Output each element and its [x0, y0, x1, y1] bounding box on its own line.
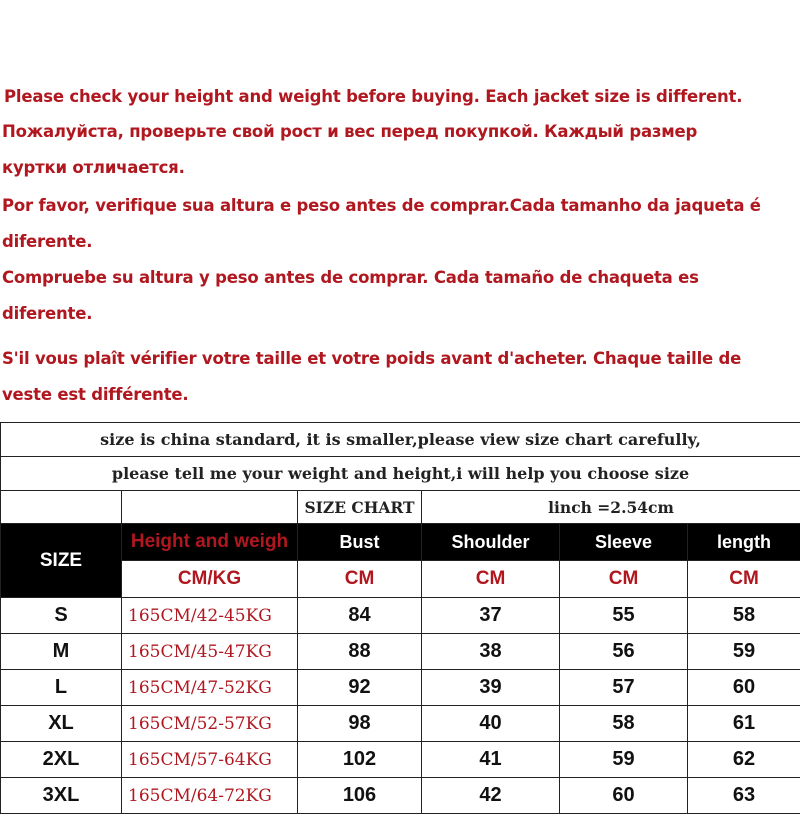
shoulder-unit: CM: [422, 561, 560, 598]
shoulder-value: 42: [422, 778, 560, 814]
sleeve-value: 56: [560, 634, 688, 670]
header-row: [1, 524, 800, 561]
table-row: [1, 706, 800, 742]
notice-spanish-line-1: Compruebe su altura y peso antes de comprar. Cada tamaño de chaqueta es: [2, 261, 800, 295]
shoulder-value: 40: [422, 706, 560, 742]
height-weight-value: 165CM/64-72KG: [122, 778, 298, 814]
blank-cell: [1, 491, 122, 524]
table-row: [1, 778, 800, 814]
length-value: 59: [688, 634, 800, 670]
sleeve-value: 60: [560, 778, 688, 814]
table-row: [1, 742, 800, 778]
size-name: L: [1, 670, 122, 706]
bust-unit: CM: [298, 561, 422, 598]
sleeve-value: 55: [560, 598, 688, 634]
shoulder-value: 37: [422, 598, 560, 634]
notice-russian-line-1: Пожалуйста, проверьте свой рост и вес перед покупкой. Каждый размер: [2, 115, 800, 149]
size-chart-label: SIZE CHART: [298, 491, 422, 524]
size-standard-note: size is china standard, it is smaller,please view size chart carefully,: [1, 423, 800, 457]
bust-value: 92: [298, 670, 422, 706]
table-row: [1, 670, 800, 706]
table-row: [1, 598, 800, 634]
length-value: 61: [688, 706, 800, 742]
length-value: 63: [688, 778, 800, 814]
notice-english: [4, 80, 800, 114]
notice-russian-line-2: куртки отличается.: [2, 149, 800, 187]
bust-value: 88: [298, 634, 422, 670]
bust-value: 106: [298, 778, 422, 814]
notice-portuguese-line-1: Por favor, verifique sua altura e peso antes de comprar.Cada tamanho da jaqueta é: [2, 189, 800, 223]
sleeve-value: 58: [560, 706, 688, 742]
sleeve-value: 57: [560, 670, 688, 706]
note-row: [1, 457, 800, 491]
notice-portuguese: [2, 189, 800, 261]
length-column-header: length: [688, 524, 800, 561]
notice-french: [2, 342, 800, 414]
bust-value: 102: [298, 742, 422, 778]
notice-french-line-1: S'il vous plaît vérifier votre taille et votre poids avant d'acheter. Chaque taille de: [2, 342, 800, 376]
sleeve-unit: CM: [560, 561, 688, 598]
notice-french-line-2: veste est différente.: [2, 376, 800, 414]
notice-spanish-line-2: diferente.: [2, 295, 800, 333]
help-choose-note: please tell me your weight and height,i will help you choose size: [1, 457, 800, 491]
blank-cell: [122, 491, 298, 524]
shoulder-column-header: Shoulder: [422, 524, 560, 561]
size-chart-table: [0, 422, 800, 814]
length-value: 62: [688, 742, 800, 778]
bust-value: 98: [298, 706, 422, 742]
inch-conversion-note: linch =2.54cm: [422, 491, 800, 524]
size-column-header: SIZE: [1, 524, 122, 598]
height-weight-value: 165CM/52-57KG: [122, 706, 298, 742]
bust-value: 84: [298, 598, 422, 634]
height-weight-value: 165CM/47-52KG: [122, 670, 298, 706]
size-name: S: [1, 598, 122, 634]
shoulder-value: 38: [422, 634, 560, 670]
note-row: [1, 423, 800, 457]
size-name: 2XL: [1, 742, 122, 778]
length-value: 58: [688, 598, 800, 634]
shoulder-value: 41: [422, 742, 560, 778]
height-weight-column-header: Height and weigh: [122, 524, 298, 561]
sleeve-value: 59: [560, 742, 688, 778]
height-weight-value: 165CM/57-64KG: [122, 742, 298, 778]
chart-label-row: [1, 491, 800, 524]
height-weight-value: 165CM/42-45KG: [122, 598, 298, 634]
notice-russian: [2, 115, 800, 187]
size-name: 3XL: [1, 778, 122, 814]
notice-spanish: [2, 261, 800, 333]
bust-column-header: Bust: [298, 524, 422, 561]
size-name: XL: [1, 706, 122, 742]
size-name: M: [1, 634, 122, 670]
length-value: 60: [688, 670, 800, 706]
notice-portuguese-line-2: diferente.: [2, 223, 800, 261]
notice-english-text: Please check your height and weight before buying. Each jacket size is different.: [4, 80, 800, 114]
table-row: [1, 634, 800, 670]
height-weight-unit: CM/KG: [122, 561, 298, 598]
shoulder-value: 39: [422, 670, 560, 706]
length-unit: CM: [688, 561, 800, 598]
height-weight-value: 165CM/45-47KG: [122, 634, 298, 670]
sleeve-column-header: Sleeve: [560, 524, 688, 561]
